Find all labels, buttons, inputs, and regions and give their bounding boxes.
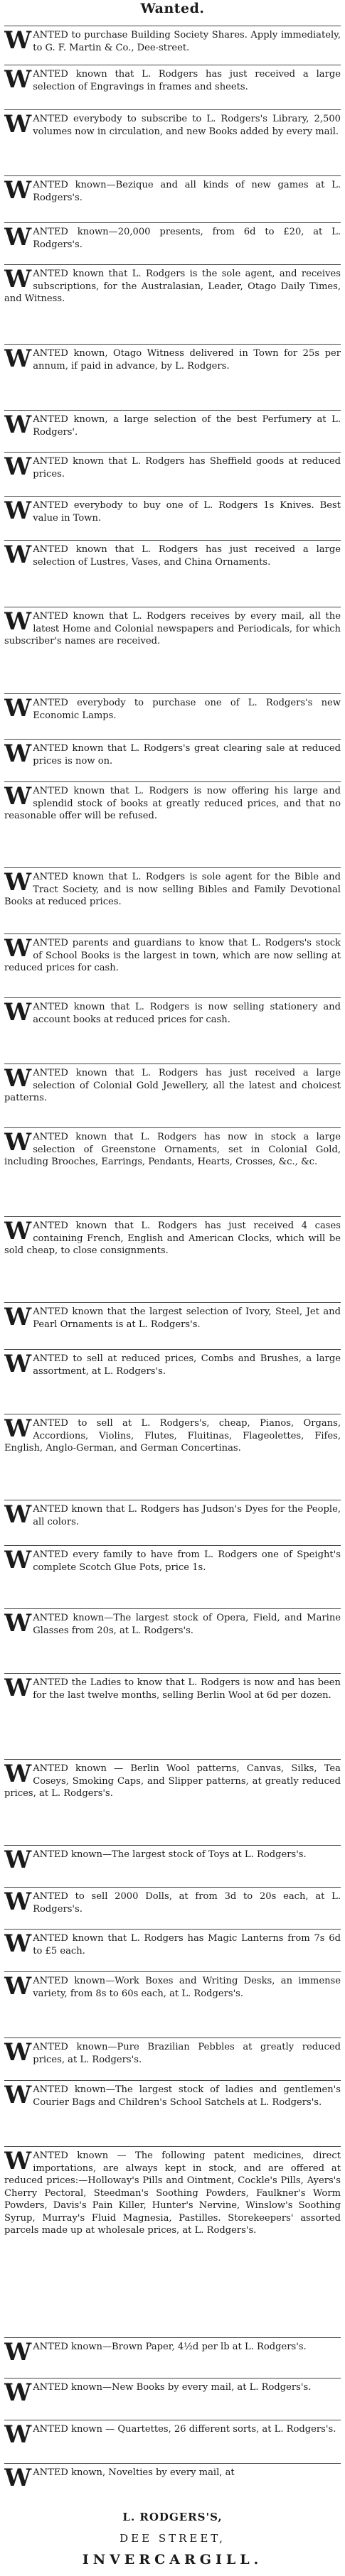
drop-cap: W [4, 223, 32, 251]
advertisement [4, 1545, 341, 1608]
advertisement [4, 607, 341, 694]
signature-street: DEE STREET, [120, 2532, 225, 2545]
drop-cap: W [4, 2464, 32, 2492]
advertisement [4, 1673, 341, 1759]
advertisement-text: ANTED known that L. Rodgers has Sheffield goods at reduced prices. [33, 456, 341, 480]
drop-cap: W [4, 2379, 32, 2407]
advertisement [4, 1500, 341, 1545]
drop-cap: W [4, 453, 32, 481]
advertisement [4, 1929, 341, 1972]
advertisement [4, 1971, 341, 2037]
advertisement-text: ANTED known that L. Rodgers has just received 4 cases containing French, English and American Clocks, which will be sold cheap, to close consignments. [4, 1221, 341, 1256]
advertisement-text: ANTED to sell at reduced prices, Combs and Brushes, a large assortment, at L. Rodgers's. [33, 1353, 341, 1377]
drop-cap: W [4, 26, 32, 55]
drop-cap: W [4, 2081, 32, 2109]
drop-cap: W [4, 345, 32, 373]
drop-cap: W [4, 1930, 32, 1958]
advertisement-text: ANTED known that L. Rodgers's great clearing sale at reduced prices is now on. [33, 743, 341, 767]
drop-cap: W [4, 1888, 32, 1916]
advertisement-text: ANTED known—Pure Brazilian Pebbles at greatly reduced prices, at L. Rodgers's. [33, 2042, 341, 2065]
advertisement-text: ANTED known that L. Rodgers has just received a large selection of Lustres, Vases, and China Ornaments. [33, 544, 341, 568]
drop-cap: W [4, 1217, 32, 1245]
advertisement [4, 2080, 341, 2145]
drop-cap: W [4, 1064, 32, 1093]
advertisement [4, 1759, 341, 1845]
drop-cap: W [4, 1972, 32, 2001]
advertisement [4, 344, 341, 409]
drop-cap: W [4, 1350, 32, 1378]
advertisement-text: ANTED known, Otago Witness delivered in Town for 25s per annum, if paid in advance, by L. Rodgers. [33, 348, 341, 372]
advertisement [4, 693, 341, 739]
drop-cap: W [4, 1609, 32, 1638]
advertisement-text: ANTED known—Work Boxes and Writing Desks, an immense variety, from 8s to 60s each, at L. Rodgers's. [33, 1976, 341, 1999]
advertisement [4, 264, 341, 344]
advertisement-text: ANTED known that L. Rodgers is sole agent for the Bible and Tract Society, and is now selling Bibles and Family Devotional Books at reduced prices. [4, 872, 341, 907]
advertisement [4, 1608, 341, 1673]
advertisement-text: ANTED known—The largest stock of Toys at L. Rodgers's. [33, 1849, 307, 1860]
drop-cap: W [4, 782, 32, 811]
advertisement [4, 781, 341, 867]
advertisement [4, 2146, 341, 2337]
drop-cap: W [4, 1760, 32, 1788]
advertisement-text: ANTED known that the largest selection of Ivory, Steel, Jet and Pearl Ornaments is at L. Rodgers's. [33, 1306, 341, 1330]
advertisement-text: ANTED everybody to purchase one of L. Rodgers's new Economic Lamps. [33, 698, 341, 721]
advertisement-text: ANTED known that L. Rodgers receives by every mail, all the latest Home and Colonial newspapers and Periodicals, for which subscriber's names are received. [4, 611, 341, 646]
advertisement-text: ANTED known—The largest stock of ladies and gentlemen's Courier Bags and Children's School Satchels at L. Rodgers's. [33, 2084, 341, 2108]
drop-cap: W [4, 868, 32, 897]
advertisement-text: ANTED known — The following patent medicines, direct importations, are always kept in stock, and are offered at reduced prices:—Holloway's Pills and Ointment, Cockle's Pills, Ayers's Cherry Pectoral, Steedman's Soothing Powders, Faulkner's Worm Powders, Davis's Pain Killer, Hunter's Nervine, Winslow's Soothing Syrup, Murray's Fluid Magnesia, Pastilles. Storekeepers' assorted parcels made up at wholesale prices, at L. Rodgers's. [4, 2150, 341, 2236]
advertisement-text: ANTED known, a large selection of the best Perfumery at L. Rodgers'. [33, 414, 341, 438]
advertisement [4, 109, 341, 175]
advertisement [4, 1064, 341, 1128]
drop-cap: W [4, 1128, 32, 1157]
drop-cap: W [4, 1674, 32, 1702]
drop-cap: W [4, 2038, 32, 2067]
advertisement [4, 26, 341, 64]
advertisement [4, 867, 341, 933]
signature-name: L. RODGERS'S, [122, 2511, 223, 2523]
advertisement [4, 452, 341, 496]
advertisement-text: ANTED to sell 2000 Dolls, at from 3d to 20s each, at L. Rodgers's. [33, 1891, 341, 1915]
advertisement-text: ANTED everybody to subscribe to L. Rodgers's Library, 2,500 volumes now in circulation, and new Books added by every mail. [33, 114, 341, 137]
advertisement-text: ANTED known that L. Rodgers has just received a large selection of Engravings in frames and sheets. [33, 69, 341, 92]
drop-cap: W [4, 694, 32, 723]
drop-cap: W [4, 541, 32, 569]
advertisement [4, 1887, 341, 1929]
advertisement-text: ANTED known — Berlin Wool patterns, Canvas, Silks, Tea Coseys, Smoking Caps, and Slipper patterns, at greatly reduced prices, at L. Rodgers's. [4, 1763, 341, 1799]
advertisement [4, 222, 341, 264]
drop-cap: W [4, 265, 32, 293]
signature-town: INVERCARGILL. [82, 2552, 263, 2567]
drop-cap: W [4, 2147, 32, 2175]
advertisement-text: ANTED known that L. Rodgers has just received a large selection of Colonial Gold Jewellery, all the latest and choicest patterns. [4, 1068, 341, 1103]
advertisement [4, 1349, 341, 1414]
drop-cap: W [4, 65, 32, 94]
advertisement-text: ANTED known—20,000 presents, from 6d to £20, at L. Rodgers's. [33, 227, 341, 250]
advertisement [4, 1845, 341, 1887]
advertisement [4, 1414, 341, 1500]
drop-cap: W [4, 1414, 32, 1443]
advertisement-text: ANTED the Ladies to know that L. Rodgers is now and has been for the last twelve months, selling Berlin Wool at 6d per dozen. [33, 1677, 341, 1701]
advertisement-text: ANTED known that L. Rodgers is now offering his large and splendid stock of books at greatly reduced prices, and that no reasonable offer will be refused. [4, 786, 341, 821]
advertisement-text: ANTED known—Bezique and all kinds of new games at L. Rodgers's. [33, 180, 341, 203]
advertisement [4, 2037, 341, 2081]
column-heading: Wanted. [140, 1, 205, 16]
advertisement [4, 2420, 341, 2463]
advertisement [4, 2463, 341, 2505]
drop-cap: W [4, 110, 32, 139]
drop-cap: W [4, 1546, 32, 1574]
advertisement [4, 175, 341, 223]
drop-cap: W [4, 1303, 32, 1331]
drop-cap: W [4, 1846, 32, 1874]
drop-cap: W [4, 607, 32, 636]
advertisement [4, 1216, 341, 1302]
advertisement [4, 1127, 341, 1216]
drop-cap: W [4, 934, 32, 963]
advertisement-text: ANTED known that L. Rodgers has now in stock a large selection of Greenstone Ornaments, set in Colonial Gold, including Brooches, Earrings, Pendants, Hearts, Crosses, &c., &c. [4, 1132, 341, 1167]
advertisement [4, 933, 341, 998]
drop-cap: W [4, 2338, 32, 2366]
advertisement-text: ANTED known, Novelties by every mail, at [33, 2467, 235, 2478]
drop-cap: W [4, 2420, 32, 2449]
drop-cap: W [4, 176, 32, 205]
drop-cap: W [4, 411, 32, 439]
drop-cap: W [4, 497, 32, 525]
advertisement [4, 739, 341, 782]
advertisement-text: ANTED to purchase Building Society Shares. Apply immediately, to G. F. Martin & Co., Dee-street. [33, 30, 341, 53]
advertisement [4, 65, 341, 110]
advertisement-text: ANTED known—Brown Paper, 4½d per lb at L. Rodgers's. [33, 2342, 307, 2352]
advertisement [4, 540, 341, 607]
advertisement [4, 2378, 341, 2420]
advertisement-text: ANTED every family to have from L. Rodgers one of Speight's complete Scotch Glue Pots, price 1s. [33, 1549, 341, 1573]
advertisement-text: ANTED known that L. Rodgers is now selling stationery and account books at reduced prices for cash. [33, 1002, 341, 1025]
advertisement-text: ANTED known that L. Rodgers has Judson's Dyes for the People, all colors. [33, 1504, 341, 1527]
advertisement [4, 410, 341, 452]
advertisement [4, 496, 341, 540]
advertisement [4, 1302, 341, 1350]
advertisement-text: ANTED parents and guardians to know that L. Rodgers's stock of School Books is the largest in town, which are now selling at reduced prices for cash. [4, 938, 341, 973]
advertisement-text: ANTED known—New Books by every mail, at L. Rodgers's. [33, 2382, 312, 2393]
advertisement [4, 997, 341, 1063]
drop-cap: W [4, 998, 32, 1027]
advertisement-text: ANTED to sell at L. Rodgers's, cheap, Pianos, Organs, Accordions, Violins, Flutes, Fluitinas, Flageolettes, Fifes, English, Anglo-German, and German Concertinas. [4, 1418, 341, 1454]
advertisement-text: ANTED known that L. Rodgers has Magic Lanterns from 7s 6d to £5 each. [33, 1933, 341, 1957]
drop-cap: W [4, 1500, 32, 1529]
advertisement-text: ANTED known — Quartettes, 26 different sorts, at L. Rodgers's. [33, 2424, 336, 2435]
advertisement-text: ANTED everybody to buy one of L. Rodgers 1s Knives. Best value in Town. [33, 500, 341, 524]
advertisement-text: ANTED known that L. Rodgers is the sole agent, and receives subscriptions, for the Australasian, Leader, Otago Daily Times, and Witness. [4, 269, 341, 304]
drop-cap: W [4, 740, 32, 768]
advertisement [4, 2337, 341, 2379]
advertisement-text: ANTED known—The largest stock of Opera, Field, and Marine Glasses from 20s, at L. Rodgers's. [33, 1613, 341, 1636]
